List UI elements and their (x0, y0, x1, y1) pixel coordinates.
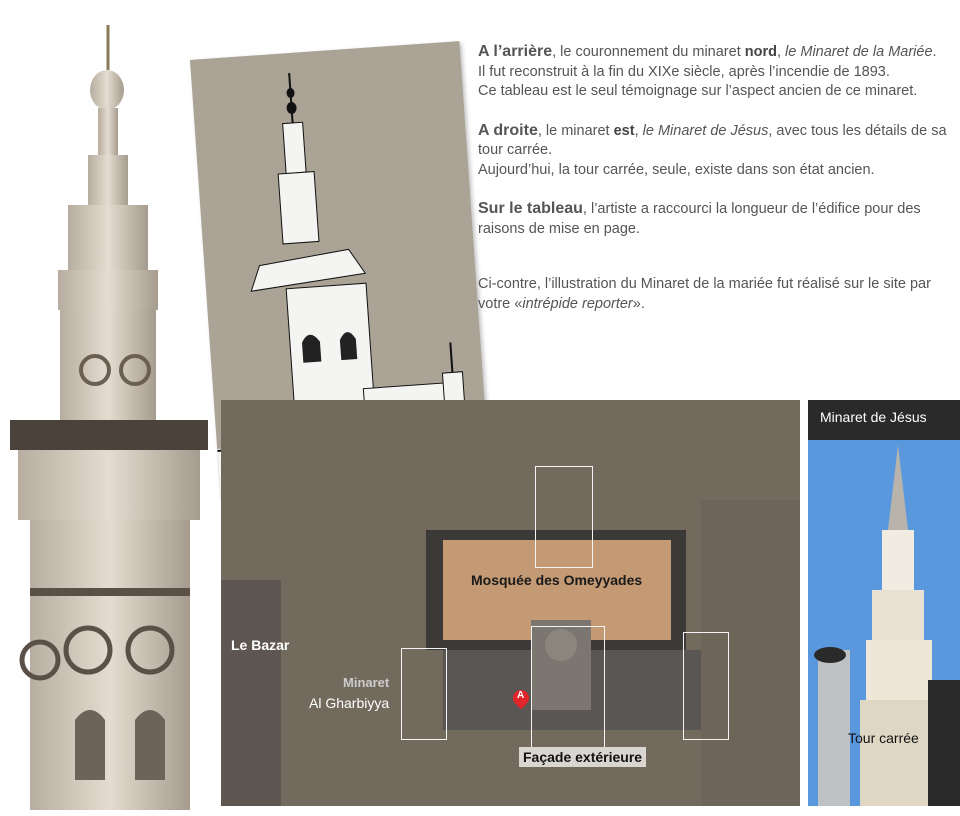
paragraph-painting: Sur le tableau, l’artiste a raccourci la longueur de l’édifice pour des raisons de mise en page. (478, 200, 921, 237)
label-minaret: Minaret (343, 675, 390, 690)
highlight-dome (531, 626, 605, 748)
label-gharbiyya: Al Gharbiyya (309, 695, 390, 711)
map-marker-label: A (517, 690, 525, 701)
paragraph-illustration: Ci-contre, l’illustration du Minaret de la mariée fut réalisé sur le site par votre «intrépide reporter». (478, 276, 931, 312)
aerial-map (221, 400, 800, 806)
minaret-jesus-photo (808, 400, 960, 806)
tour-caption: Tour carrée (848, 730, 919, 746)
highlight-north-minaret (535, 466, 593, 568)
paragraph-north-minaret: A l’arrière, le couronnement du minaret nord, le Minaret de la Mariée. Il fut reconstruit à la fin du XIXe siècle, après l’incendie de 1893. Ce tableau est le seul témoignage sur l’aspect ancien de ce minaret. (478, 43, 937, 99)
photo-title: Minaret de Jésus (820, 409, 927, 425)
label-mosque: Mosquée des Omeyyades (471, 572, 643, 588)
highlight-east-minaret (683, 632, 729, 740)
paragraph-east-minaret: A droite, le minaret est, le Minaret de Jésus, avec tous les détails de sa tour carrée. Aujourd’hui, la tour carrée, seule, existe dans son état ancien. (478, 121, 947, 178)
label-bazar: Le Bazar (231, 637, 290, 653)
label-facade: Façade extérieure (519, 747, 646, 767)
highlight-west-minaret (401, 648, 447, 740)
